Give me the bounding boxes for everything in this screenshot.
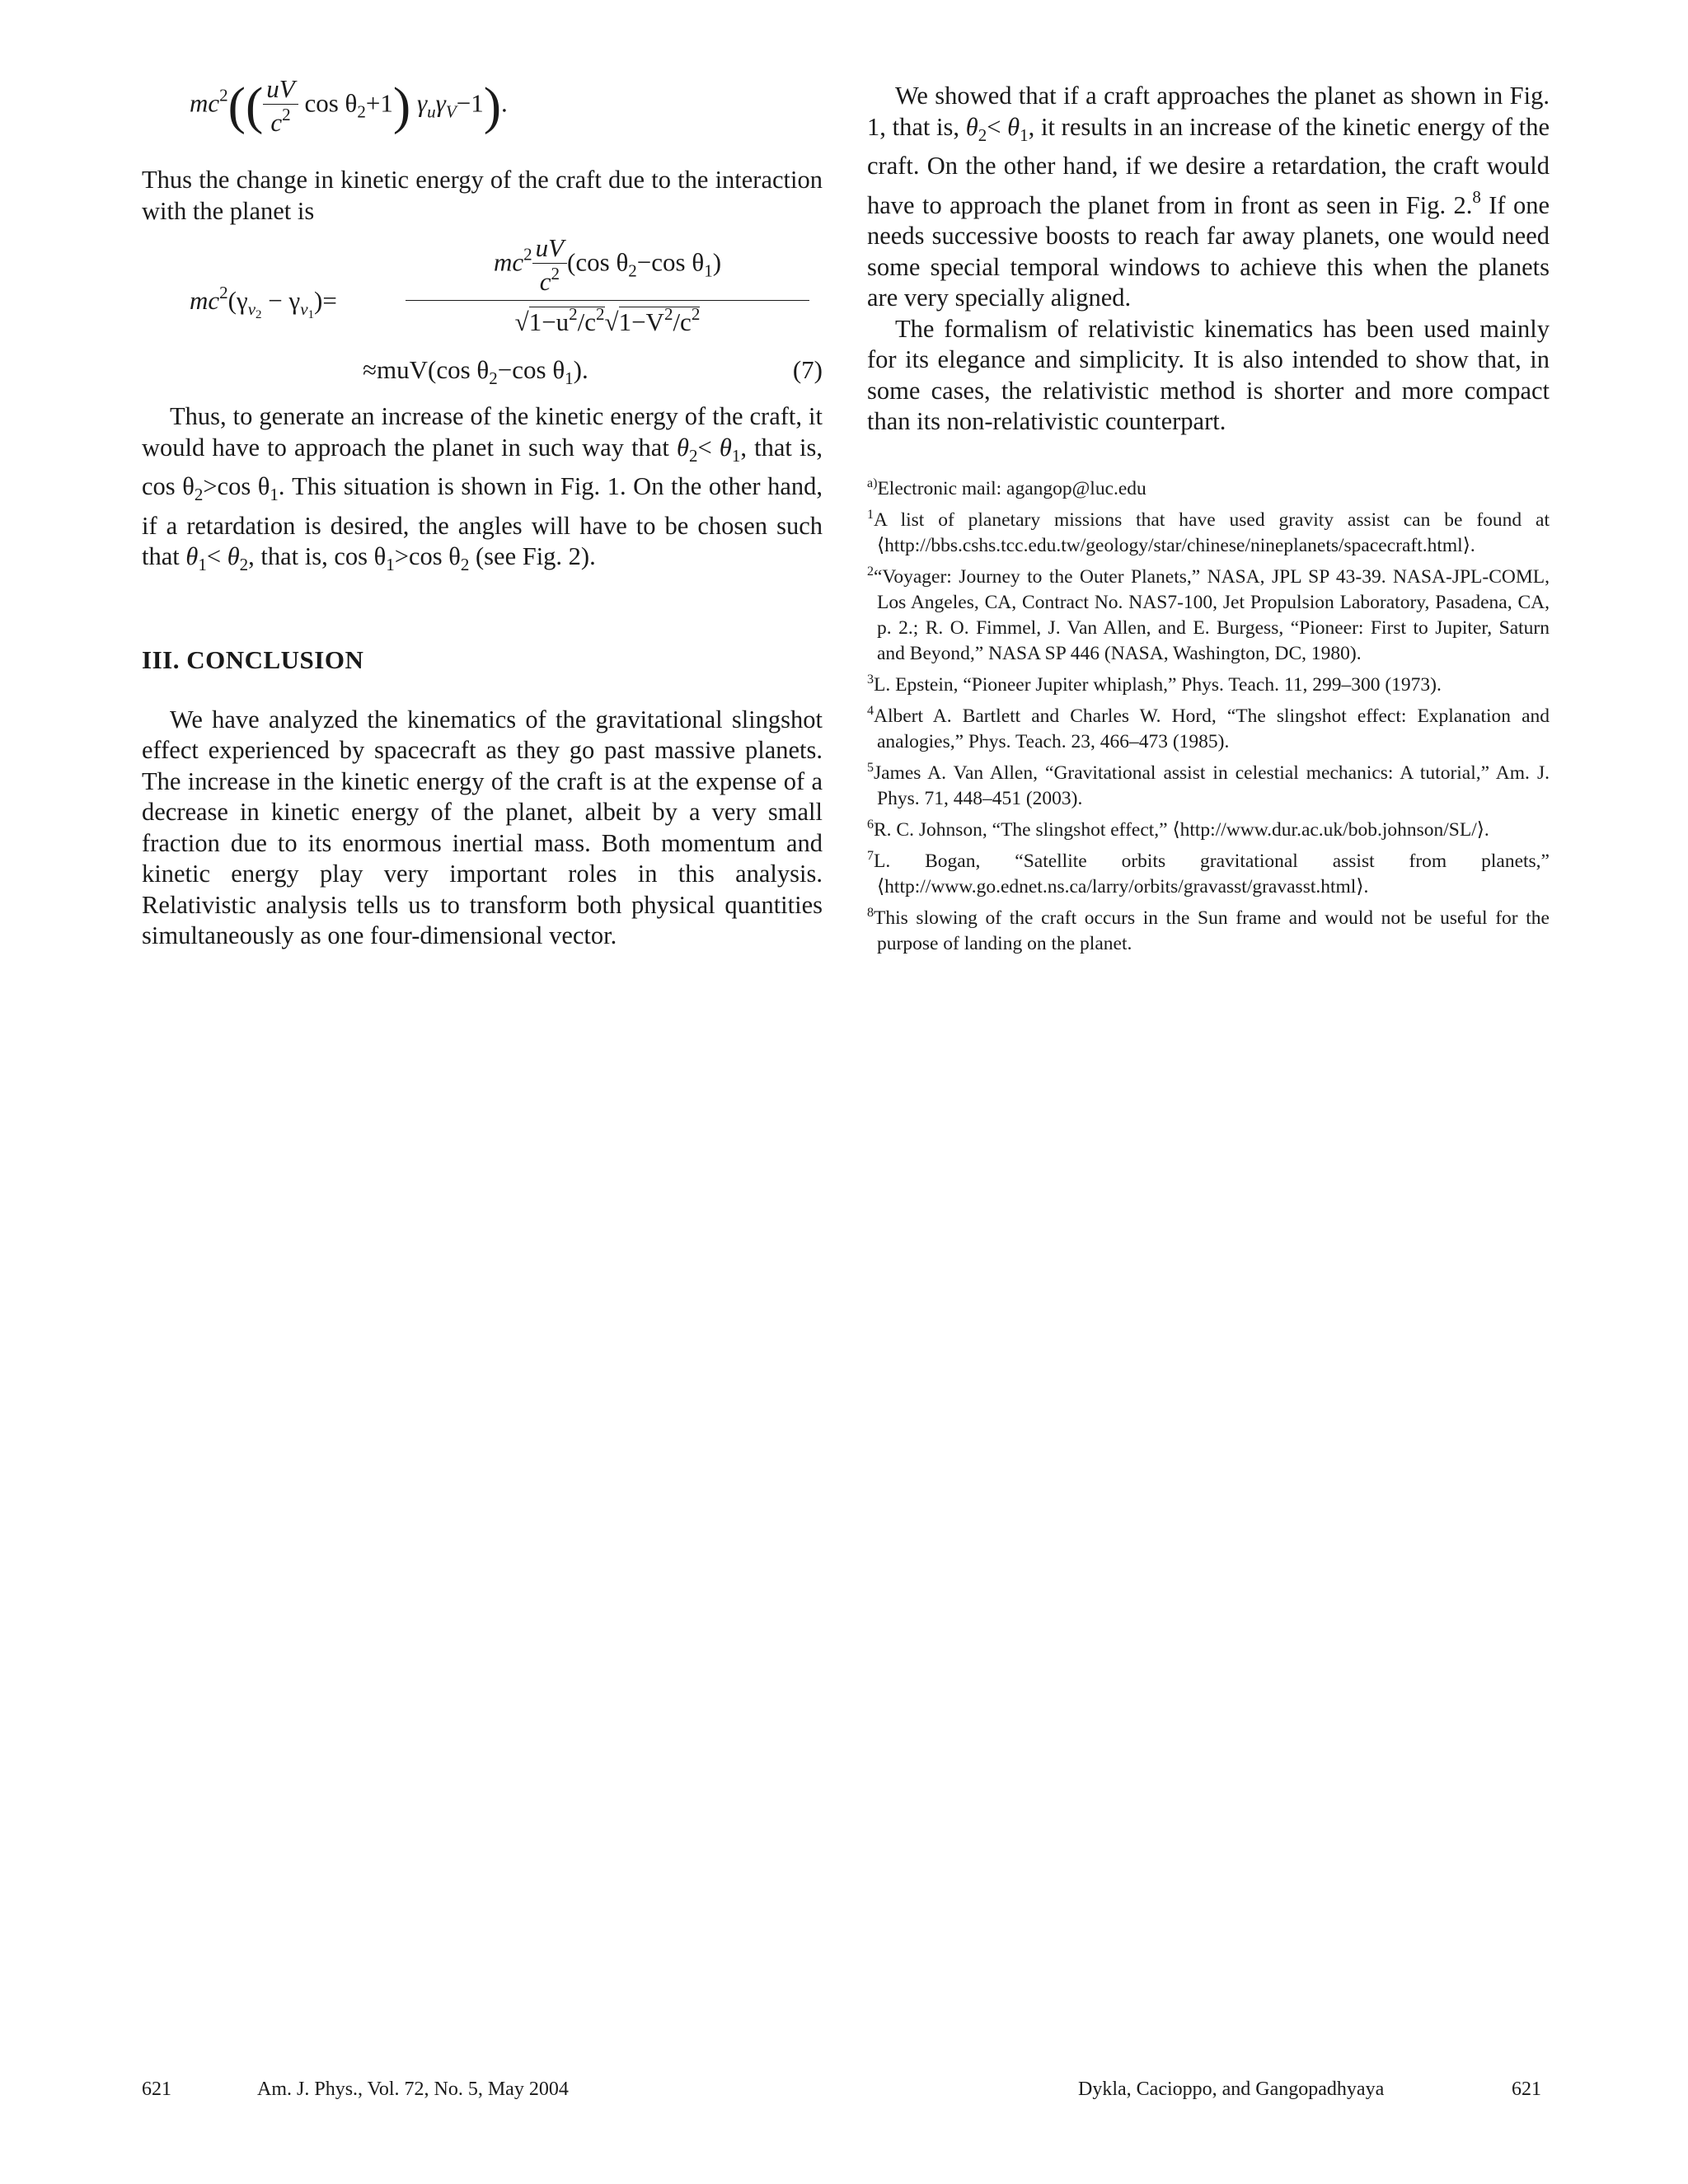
p2-part-b: , that is, cos θ [142, 433, 823, 500]
footnote-3: $^3$L. Epstein, “Pioneer Jupiter whiplash,” Phys. Teach. 11, 299–300 (1973). [867, 672, 1442, 696]
eq-tail-plus-one: +1 [365, 88, 393, 118]
eq7-numerator: $mc^2$ $\frac{uV}{c^2}$ (cos $\theta_2-\cos$ $\theta_1$) [493, 233, 722, 296]
paragraph-conclusion: We have analyzed the kinematics of the gravitational slingshot effect experienced by spacecraft as they go past massive planets. The increase in the kinetic energy of the craft is at the expense of a decrease in kinetic energy of the planet, albeit by a very small fraction due to its enormous inertial mass. Both momentum and kinetic energy play very important roles in this analysis. Relativistic analysis tells us to transform both physical quantities simultaneously as one four-dimensional vector. [142, 705, 823, 949]
eq7-number: (7) [792, 355, 823, 384]
eq-tail-sup: 2 [219, 85, 228, 105]
eq-tail-paren-open-2: ( [245, 76, 264, 135]
footnotes [867, 471, 1550, 957]
p2-part-a: Thus, to generate an increase of the kinetic energy of the craft, it would have to approach the planet in such way that [142, 402, 823, 462]
eq-tail-lead: mc [190, 88, 220, 118]
eq-tail-gamma-u: γ [416, 88, 428, 118]
paragraph-increase-condition: Thus, to generate an increase of the kinetic energy of the craft, it would have to approach the planet in such way that $\theta_2< \theta_1$, that is, $\cos \theta_2>\cos$ $\theta_1$. This situation is shown in Fig. 1. On the other hand, if a retardation is desired, the angles will have to be chosen such that $\theta_1< \theta_2$, that is, $\cos \theta_1>\cos$ $\theta_2$ (see Fig. 2). [142, 402, 823, 574]
footnote-2: $^2$“Voyager: Journey to the Outer Planets,” NASA, JPL SP 43-39. NASA-JPL-COML, Los Angeles, CA, Contract No. NAS7-100, Jet Propulsion Laboratory, Pasadena, CA, p. 2.; R. O. Fimmel, J. Van Allen, and E. Burgess, “Pioneer: First to Jupiter, Saturn and Beyond,” NASA SP 446 (NASA, Washington, DC, 1980). [867, 564, 1550, 664]
p2-part-e: , that is, cos θ [248, 542, 387, 570]
p2-part-d: . This situation is shown in Fig. 1. On the other hand, if a retardation is desired, the angles will have to be chosen such that [142, 472, 823, 570]
footnote-a: $^{a)}$Electronic mail: agangop@luc.edu [867, 476, 1146, 499]
eq7-fraction [397, 233, 818, 337]
eq-tail-minus-one: −1 [456, 88, 484, 118]
equation-7 [142, 233, 823, 390]
footer-page-number-left: 621 [142, 2079, 171, 2100]
rp1-part-b: , it results in an increase of the kinetic energy of the craft. On the other hand, if we desire a retardation, the craft would have to approach the planet from in front as seen in Fig. 2. [867, 112, 1550, 219]
paragraph-kinetic-change: Thus the change in kinetic energy of the craft due to the interaction with the planet is [142, 166, 823, 225]
eq7-lhs: $mc^2(\gamma_{v2} - \gamma_{v1})=$ [190, 283, 337, 321]
footnote-7: $^7$L. Bogan, “Satellite orbits gravitational assist from planets,” ⟨http://www.go.ednet.ns.ca/larry/orbits/gravasst/gravasst.html⟩. [867, 848, 1550, 898]
footnote-5: $^5$James A. Van Allen, “Gravitational assist in celestial mechanics: A tutorial,” Am. J. Phys. 71, 448–451 (2003). [867, 760, 1550, 809]
footnote-1: $^1$A list of planetary missions that have used gravity assist can be found at ⟨http://bbs.cshs.tcc.edu.tw/geology/star/chinese/nineplanets/spacecraft.html⟩. [867, 507, 1550, 556]
p2-part-c: >cos θ [203, 472, 270, 500]
eq-tail-paren-close-2: ) [483, 76, 502, 135]
right-column [867, 81, 1550, 957]
eq-tail-fraction: $\frac{uV}{c^2}$ [263, 74, 298, 138]
footnote-4: $^4$Albert A. Bartlett and Charles W. Hord, “The slingshot effect: Explanation and analogies,” Phys. Teach. 23, 466–473 (1985). [867, 703, 1550, 752]
eq-tail-paren-open: ( [227, 76, 246, 135]
eq-tail-denominator: c [270, 108, 283, 137]
paragraph-approach: We showed that if a craft approaches the planet as shown in Fig. 1, that is, $\theta_2< \theta_1$, it results in an increase of the kinetic energy of the craft. On the other hand, if we desire a retardation, the craft would have to approach the planet from in front as seen in Fig. 2.$^8$ If one needs successive boosts to reach far away planets, one would need some special temporal windows to achieve this when the planets are very specially aligned. [867, 82, 1550, 312]
footer-authors: Dykla, Cacioppo, and Gangopadhyaya [1078, 2079, 1385, 2100]
eq7-denominator: $√1-u^2/c^2√1-V^2/c^2$ [406, 300, 809, 337]
footer-journal: Am. J. Phys., Vol. 72, No. 5, May 2004 [257, 2079, 569, 2100]
footnote-8: $^8$This slowing of the craft occurs in the Sun frame and would not be useful for the purpose of landing on the planet. [867, 905, 1550, 954]
rp1-part-c: If one needs successive boosts to reach far away planets, one would need some special temporal windows to achieve this when the planets are very specially aligned. [867, 190, 1550, 312]
eq-tail-period: . [501, 88, 508, 118]
eq-tail-cos: cos θ [304, 88, 358, 118]
section-heading-conclusion: III. CONCLUSION [142, 644, 364, 674]
eq7-approx: ≈muV(cos $\theta_2-\cos$ $\theta_1$). [363, 355, 588, 388]
p2-part-f: >cos θ [394, 542, 461, 570]
p2-part-g: (see Fig. 2). [469, 542, 596, 570]
eq-tail-numerator: uV [266, 74, 295, 103]
paragraph-formalism: The formalism of relativistic kinematics has been used mainly for its elegance and simplicity. It is also intended to show that, in some cases, the relativistic method is shorter and more compact than its non-relativistic counterpart. [867, 314, 1550, 435]
equation-tail: $mc^2$(( $\frac{uV}{c^2}$ $\cos \theta_2+1$) $\gamma_u\gamma_V-1$). [190, 74, 508, 137]
footnote-6: $^6$R. C. Johnson, “The slingshot effect,” ⟨http://www.dur.ac.uk/bob.johnson/SL/⟩. [867, 817, 1489, 841]
left-column [142, 74, 823, 952]
footnote-ref-8: 8 [1472, 186, 1481, 207]
footer-page-number-right: 621 [1512, 2079, 1541, 2100]
rp1-part-a: We showed that if a craft approaches the planet as shown in Fig. 1, that is, [867, 82, 1550, 141]
eq-tail-paren-close: ) [392, 76, 411, 135]
